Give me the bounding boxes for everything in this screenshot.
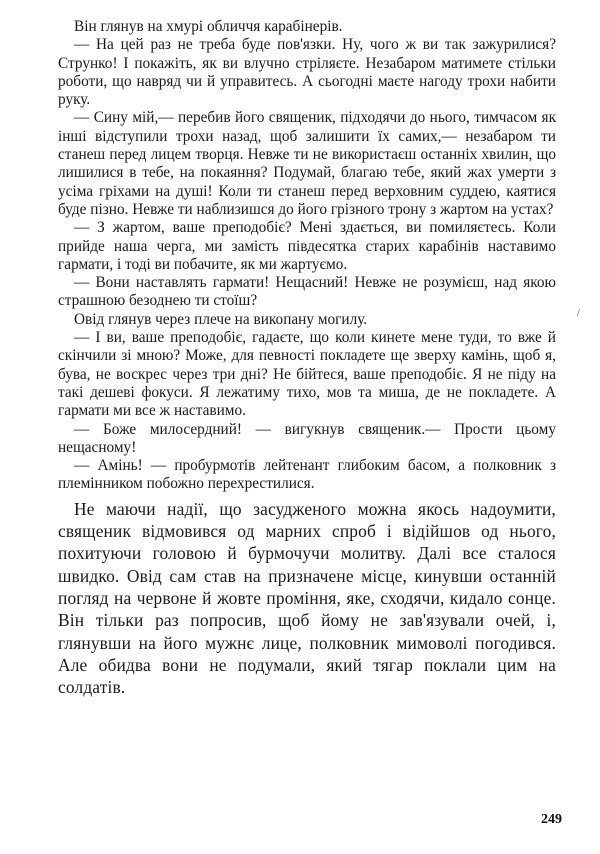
paragraph-8: — Боже милосердний! — вигукнув священик.— Прости цьому нещасному! [58, 420, 556, 456]
paragraph-7: — І ви, ваше преподобіє, гадаєте, що коли кинете мене туди, то вже й скінчили зі мною? Може, для певності покладете ще зверху камінь, щоб я, бува, не воскрес через три дні? Не бійтеся, ваше преподобіє. Я не піду на такі дешеві фокуси. Я лежатиму тихо, мов та миша, де не покладете. А гармати ми все ж наставимо. [58, 329, 556, 420]
paragraph-4: — З жартом, ваше преподобіє? Мені здається, ви помиляєтесь. Коли прийде наша черга, ми замість півдесятка старих карабінів наставимо гармати, і тоді ви побачите, як ми жартуємо. [58, 219, 556, 273]
closing-section [58, 498, 556, 699]
paragraph-9: — Амінь! — пробурмотів лейтенант глибоким басом, а полковник з племінником побожно перехрестилися. [58, 457, 556, 493]
paragraph-3: — Сину мій,— перебив його священик, підходячи до нього, тимчасом як інші відступили трохи назад, щоб залишити їх самих,— незабаром ти станеш перед лицем творця. Невже ти не використаєш останніх хвилин, що лишилися в тебе, на покаяння? Подумай, благаю тебе, який жах умерти з усіма гріхами на душі! Коли ти станеш перед верховним суддею, каятися буде пізно. Невже ти наблизишся до його грізного трону з жартом на устах? [58, 109, 556, 218]
paragraph-5: — Вони наставлять гармати! Нещасний! Невже не розумієш, над якою страшною безоднею ти стоїш? [58, 274, 556, 310]
margin-mark: / [577, 308, 580, 319]
closing-paragraph: Не маючи надії, що засудженого можна якось надоумити, священик відмовився од марних спроб і відійшов од нього, похитуючи головою й бурмочучи молитву. Далі все сталося швидко. Овід сам став на призначене місце, кинувши останній погляд на червоне й жовте проміння, яке, сходячи, кидало сонце. Він тільки раз попросив, щоб йому не зав'язували очей, і, глянувши на його мужнє лице, полковник мимоволі погодився. Але обидва вони не подумали, який тягар поклали цим на солдатів. [58, 498, 556, 698]
paragraph-6: Овід глянув через плече на викопану могилу. [74, 310, 368, 328]
book-page [58, 18, 556, 698]
paragraph-1: Він глянув на хмурі обличчя карабінерів. [74, 18, 343, 35]
paragraph-2: — На цей раз не треба буде пов'язки. Ну, чого ж ви так зажурилися? Струнко! І покажіть, як ви влучно стріляєте. Незабаром матимете стільки роботи, що навряд чи й управитесь. А сьогодні маєте нагоду трохи набити руку. [58, 36, 556, 109]
page-number: 249 [541, 812, 562, 827]
